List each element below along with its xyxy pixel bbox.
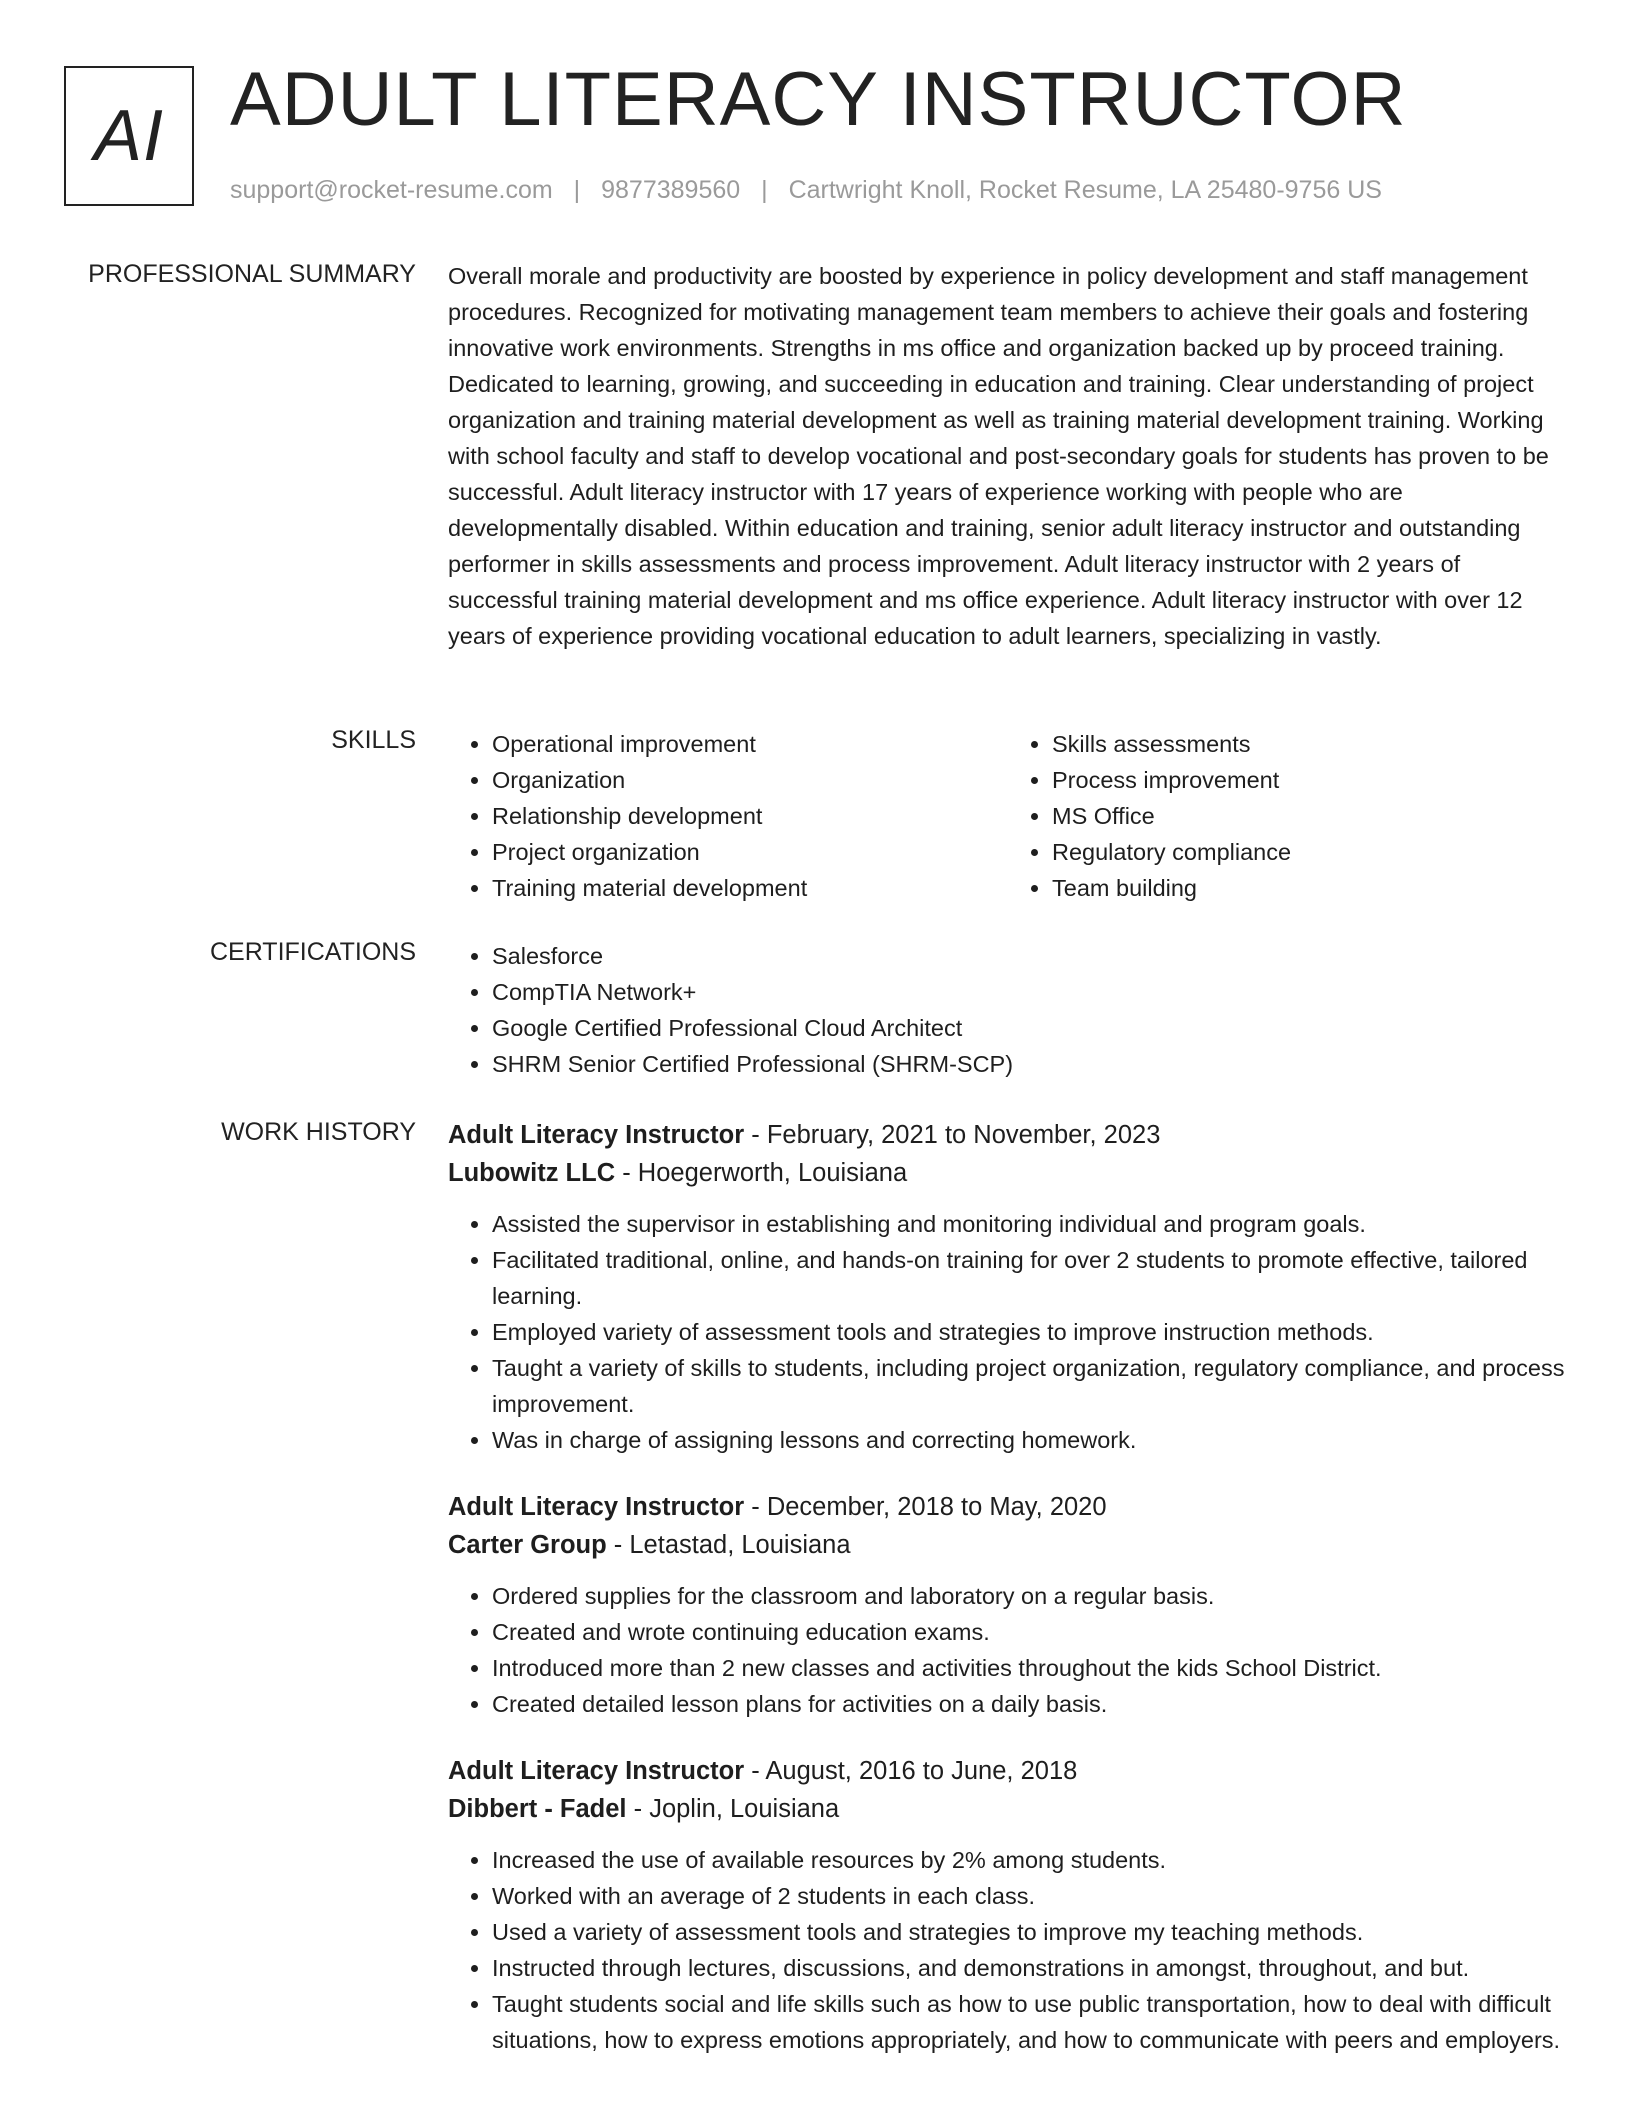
job-bullet: • Worked with an average of 2 students in each class. <box>492 1878 1568 1914</box>
skills-list-left <box>448 726 1008 906</box>
job-dash: - <box>606 1531 630 1559</box>
job-bullet: • Taught a variety of skills to students, including project organization, regulatory compliance, and process improvement. <box>492 1350 1568 1422</box>
job-dash: - <box>744 1121 767 1149</box>
job-bullet: • Was in charge of assigning lessons and correcting homework. <box>492 1422 1568 1458</box>
job-company-line <box>448 1154 1568 1192</box>
certifications-list <box>448 938 1568 1082</box>
skill-item: • Organization <box>492 762 1008 798</box>
resume-title: ADULT LITERACY INSTRUCTOR <box>230 57 1407 142</box>
job-bullet: • Created and wrote continuing education exams. <box>492 1614 1568 1650</box>
job-bullet: • Introduced more than 2 new classes and activities throughout the kids School District. <box>492 1650 1568 1686</box>
certification-item: • Salesforce <box>492 938 1568 974</box>
job-location: Joplin, Louisiana <box>649 1795 840 1823</box>
skills-label: SKILLS <box>331 726 416 754</box>
contact-line <box>230 176 1382 205</box>
job-entry <box>448 1116 1568 1458</box>
job-title: Adult Literacy Instructor <box>448 1121 745 1149</box>
contact-email: support@rocket-resume.com <box>230 176 553 204</box>
skills-list-right <box>1008 726 1568 906</box>
summary-body <box>448 258 1568 654</box>
skills-body <box>448 726 1568 906</box>
job-dates: December, 2018 to May, 2020 <box>766 1493 1107 1521</box>
job-title-line <box>448 1752 1568 1790</box>
certification-item: • SHRM Senior Certified Professional (SHRM-SCP) <box>492 1046 1568 1082</box>
skill-item: • Regulatory compliance <box>1052 834 1568 870</box>
job-dash: - <box>744 1493 767 1521</box>
job-location: Letastad, Louisiana <box>629 1531 851 1559</box>
job-dash: - <box>615 1159 638 1187</box>
skill-item: • MS Office <box>1052 798 1568 834</box>
job-title: Adult Literacy Instructor <box>448 1757 745 1785</box>
summary-text: Overall morale and productivity are boosted by experience in policy development and staff management procedures. Recognized for motivating management team members to achieve their goals and fostering innovative work environments. Strengths in ms office and organization backed up by proceed training. Dedicated to learning, growing, and succeeding in education and training. Clear understanding of project organization and training material development as well as training material development training. Working with school faculty and staff to develop vocational and post-secondary goals for students has proven to be successful. Adult literacy instructor with 17 years of experience working with people who are developmentally disabled. Within education and training, senior adult literacy instructor and outstanding performer in skills assessments and process improvement. Adult literacy instructor with 2 years of successful training material development and ms office experience. Adult literacy instructor with over 12 years of experience providing vocational education to adult learners, specializing in vastly. <box>448 263 1549 649</box>
job-location: Hoegerworth, Louisiana <box>637 1159 908 1187</box>
job-bullets <box>448 1578 1568 1722</box>
job-company: Lubowitz LLC <box>448 1159 616 1187</box>
job-company: Dibbert - Fadel <box>448 1795 627 1823</box>
work-history-body <box>448 1116 1568 2088</box>
job-bullet: • Ordered supplies for the classroom and laboratory on a regular basis. <box>492 1578 1568 1614</box>
skill-item: • Operational improvement <box>492 726 1008 762</box>
skill-item: • Skills assessments <box>1052 726 1568 762</box>
contact-phone: 9877389560 <box>601 176 741 204</box>
job-dates: February, 2021 to November, 2023 <box>766 1121 1161 1149</box>
job-company: Carter Group <box>448 1531 607 1559</box>
job-company-line <box>448 1526 1568 1564</box>
skill-item: • Relationship development <box>492 798 1008 834</box>
skill-item: • Team building <box>1052 870 1568 906</box>
job-entry <box>448 1752 1568 2058</box>
contact-separator: | <box>761 176 768 204</box>
job-bullet: • Taught students social and life skills such as how to use public transportation, how to deal with difficult situations, how to express emotions appropriately, and how to communicate with peers and employers. <box>492 1986 1568 2058</box>
certifications-body <box>448 938 1568 1082</box>
job-bullet: • Facilitated traditional, online, and hands-on training for over 2 students to promote effective, tailored learning. <box>492 1242 1568 1314</box>
job-bullets <box>448 1206 1568 1458</box>
job-bullet: • Used a variety of assessment tools and strategies to improve my teaching methods. <box>492 1914 1568 1950</box>
monogram-logo <box>64 66 194 206</box>
skill-item: • Training material development <box>492 870 1008 906</box>
job-company-line <box>448 1790 1568 1828</box>
job-bullet: • Employed variety of assessment tools and strategies to improve instruction methods. <box>492 1314 1568 1350</box>
certification-item: • CompTIA Network+ <box>492 974 1568 1010</box>
job-bullet: • Created detailed lesson plans for activities on a daily basis. <box>492 1686 1568 1722</box>
monogram-initials: AI <box>93 96 165 176</box>
job-bullet: • Assisted the supervisor in establishing and monitoring individual and program goals. <box>492 1206 1568 1242</box>
job-title: Adult Literacy Instructor <box>448 1493 745 1521</box>
job-dash: - <box>744 1757 766 1785</box>
job-bullets <box>448 1842 1568 2058</box>
job-title-line <box>448 1116 1568 1154</box>
job-dash: - <box>626 1795 650 1823</box>
contact-address: Cartwright Knoll, Rocket Resume, LA 25480-9756 US <box>788 176 1382 204</box>
skill-item: • Process improvement <box>1052 762 1568 798</box>
job-bullet: • Increased the use of available resources by 2% among students. <box>492 1842 1568 1878</box>
summary-label: PROFESSIONAL SUMMARY <box>88 260 416 288</box>
job-dates: August, 2016 to June, 2018 <box>765 1757 1078 1785</box>
job-bullet: • Instructed through lectures, discussions, and demonstrations in amongst, throughout, and but. <box>492 1950 1568 1986</box>
contact-separator: | <box>573 176 581 204</box>
skill-item: • Project organization <box>492 834 1008 870</box>
job-entry <box>448 1488 1568 1722</box>
job-title-line <box>448 1488 1568 1526</box>
work-history-label: WORK HISTORY <box>221 1118 416 1146</box>
certifications-label: CERTIFICATIONS <box>209 938 416 966</box>
certification-item: • Google Certified Professional Cloud Architect <box>492 1010 1568 1046</box>
